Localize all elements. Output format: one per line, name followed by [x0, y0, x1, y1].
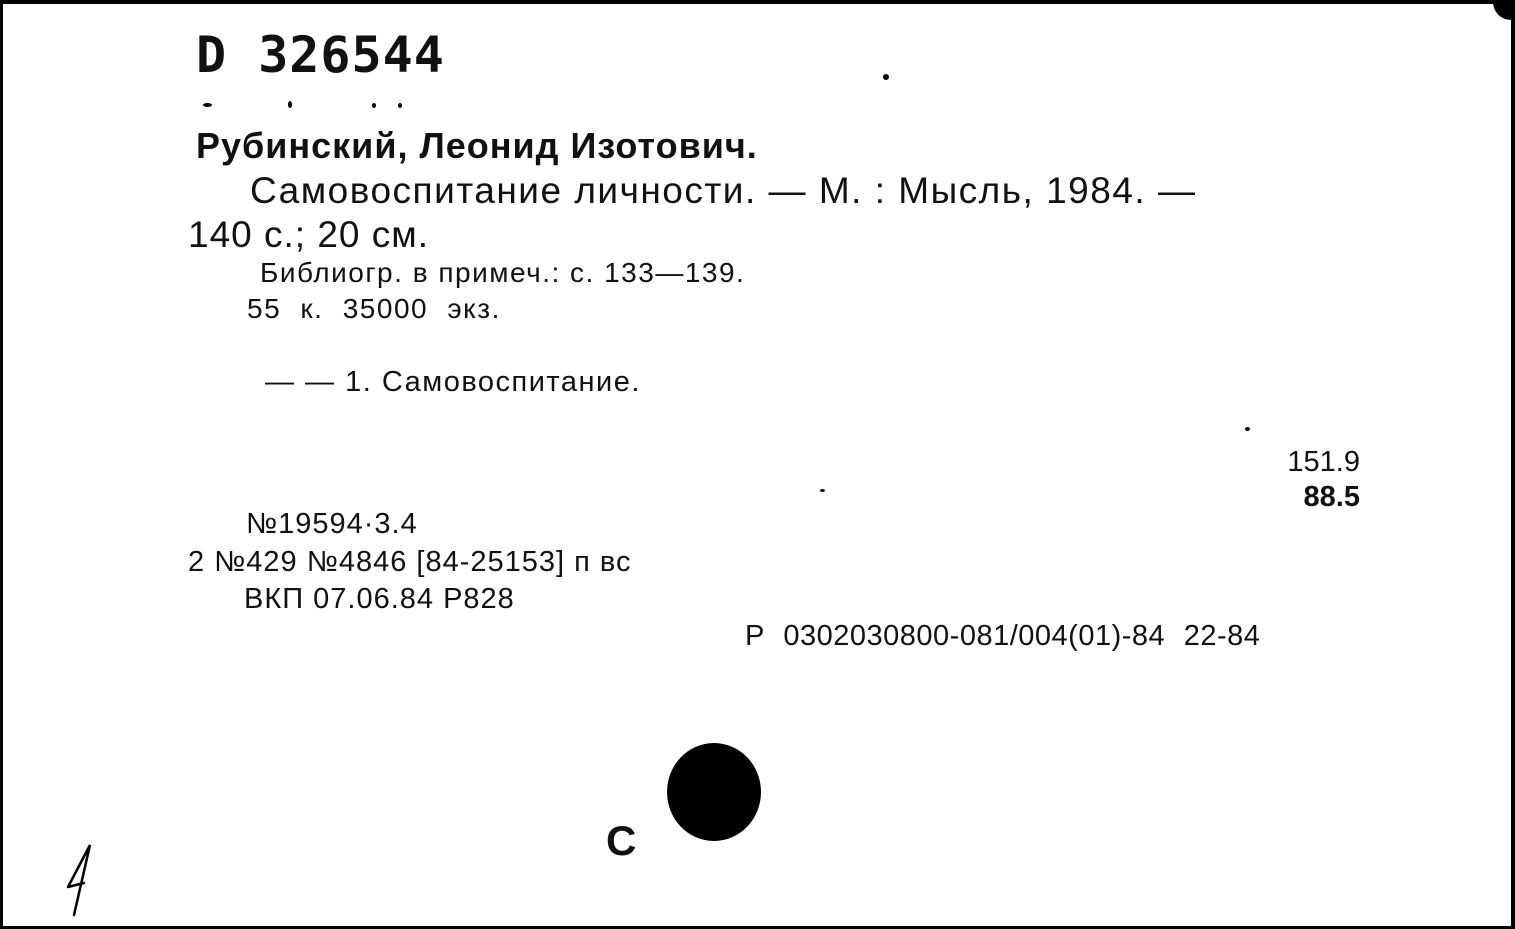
scan-speck: [398, 103, 402, 108]
catalog-number: D 326544: [196, 26, 445, 84]
scan-speck: [883, 74, 889, 80]
card-border-right: [1511, 0, 1515, 929]
card-corner: [1493, 0, 1515, 20]
scan-speck: [288, 101, 292, 108]
stamp-letter: С: [606, 817, 637, 864]
scan-speck: [1245, 427, 1250, 431]
index-code: Р 0302030800-081/004(01)-84 22-84: [745, 620, 1261, 652]
classification-code: 88.5: [1303, 481, 1360, 513]
scan-speck: [372, 103, 376, 108]
registration-line: 2 №429 №4846 [84-25153] п вс: [188, 546, 632, 578]
card-border-top: [0, 0, 1515, 4]
title-imprint-line: Самовоспитание личности. — М. : Мысль, 1984. —: [250, 170, 1197, 211]
author-heading: Рубинский, Леонид Изотович.: [196, 125, 758, 166]
bibliography-note: Библиогр. в примеч.: с. 133—139.: [260, 257, 746, 288]
price-print-run: 55 к. 35000 экз.: [247, 293, 501, 324]
punch-hole: [667, 743, 761, 841]
handwritten-mark-icon: [60, 835, 100, 920]
card-border-left: [0, 0, 3, 929]
physical-extent: 140 с.; 20 см.: [188, 214, 430, 255]
registration-line: ВКП 07.06.84 Р828: [244, 583, 515, 615]
classification-code: 151.9: [1287, 446, 1360, 478]
scan-speck: [203, 103, 212, 107]
subject-heading: — — 1. Самовоспитание.: [265, 366, 641, 398]
registration-line: №19594·3.4: [246, 508, 418, 540]
scan-speck: [820, 489, 825, 492]
